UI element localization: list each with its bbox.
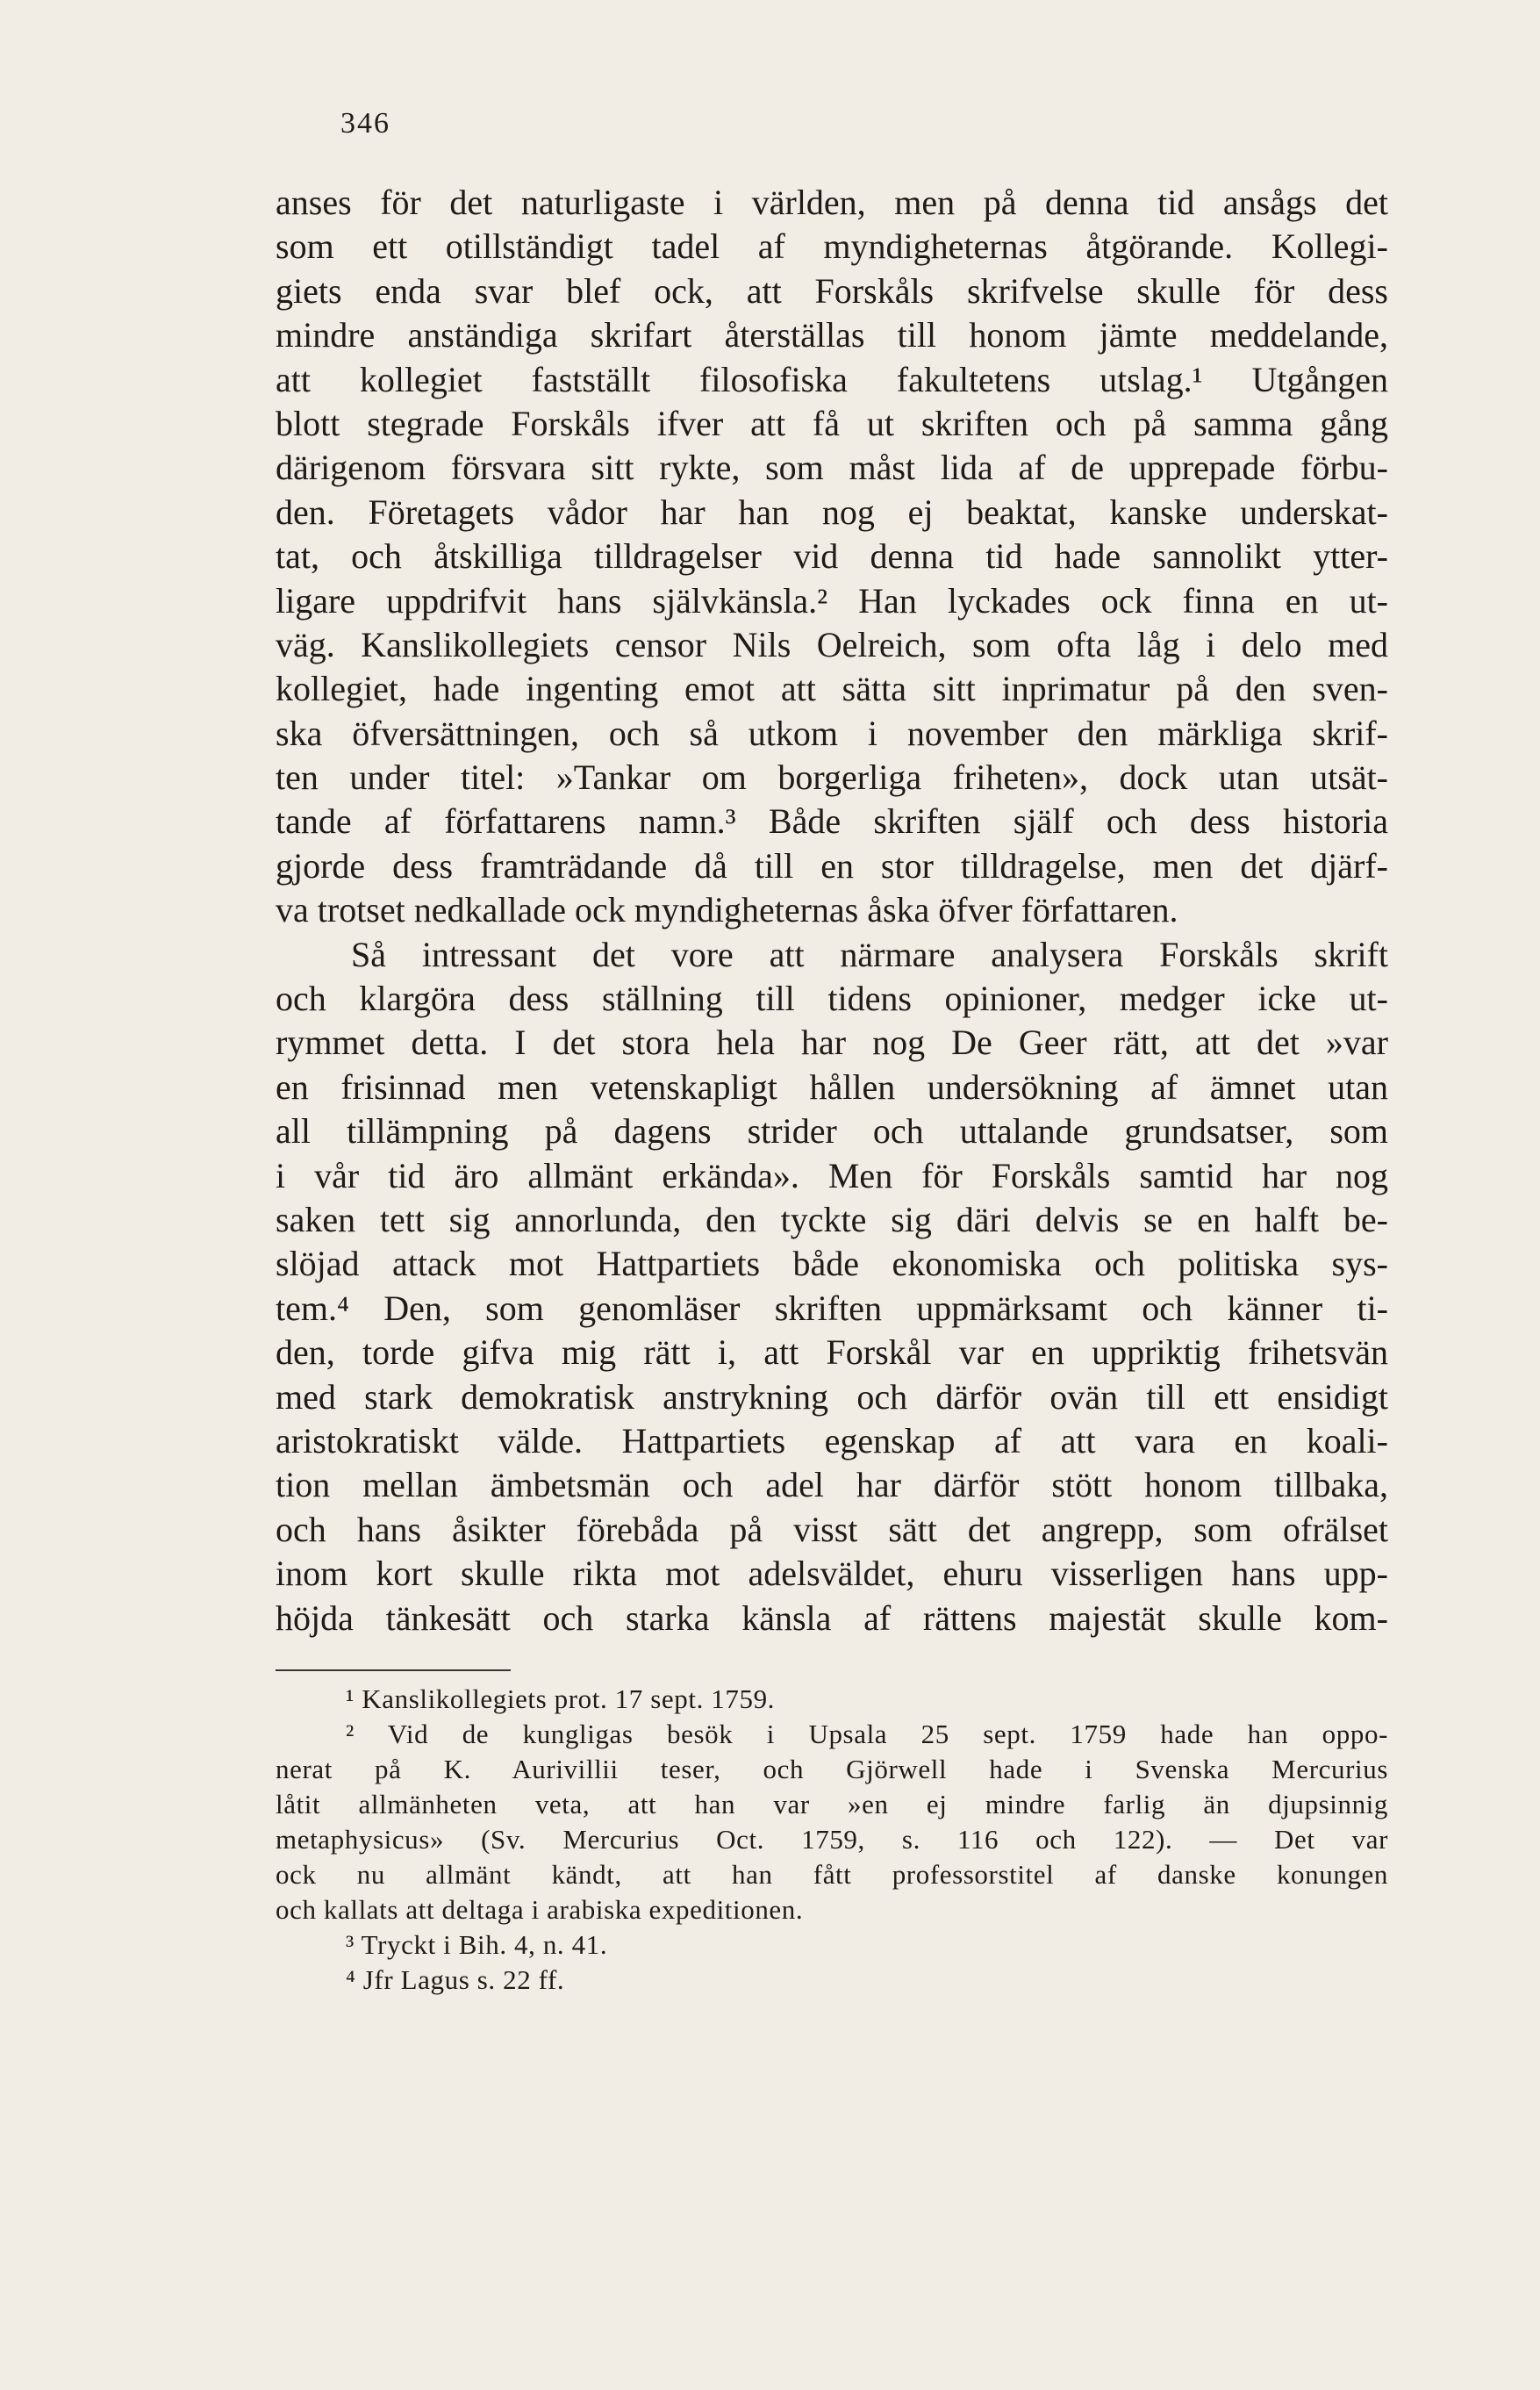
text-line: den. Företagets vådor har han nog ej beaktat, kanske underskat-	[276, 492, 1388, 532]
footnote-line: nerat på K. Aurivillii teser, och Gjörwell hade i Svenska Mercurius	[276, 1754, 1388, 1784]
footnote-line: metaphysicus» (Sv. Mercurius Oct. 1759, s. 116 och 122). — Det var	[276, 1824, 1388, 1855]
text-line: väg. Kanslikollegiets censor Nils Oelreich, som ofta låg i delo med	[276, 624, 1388, 664]
text-line: den, torde gifva mig rätt i, att Forskål var en uppriktig frihetsvän	[276, 1332, 1388, 1373]
text-line: och klargöra dess ställning till tidens opinioner, medger icke ut-	[276, 979, 1388, 1019]
body-text	[276, 181, 1388, 1640]
footnotes	[276, 1682, 1388, 1998]
text-line: blott stegrade Forskåls ifver att få ut skriften och på samma gång	[276, 403, 1388, 443]
footnote-line: ¹ Kanslikollegiets prot. 17 sept. 1759.	[346, 1683, 776, 1714]
text-line: höjda tänkesätt och starka känsla af rättens majestät skulle kom-	[276, 1597, 1388, 1638]
text-line: rymmet detta. I det stora hela har nog De Geer rätt, att det »var	[276, 1023, 1388, 1063]
text-line: i vår tid äro allmänt erkända». Men för Forskåls samtid har nog	[276, 1155, 1388, 1195]
text-line: giets enda svar blef ock, att Forskåls skrifvelse skulle för dess	[276, 270, 1388, 311]
text-line: därigenom försvara sitt rykte, som måst lida af de upprepade förbu-	[276, 448, 1388, 488]
text-line: mindre anständiga skrifart återställas till honom jämte meddelande,	[276, 315, 1388, 355]
footnote-line: ⁴ Jfr Lagus s. 22 ff.	[346, 1964, 565, 1995]
text-line: ska öfversättningen, och så utkom i november den märkliga skrif-	[276, 713, 1388, 753]
text-line: va trotset nedkallade ock myndigheternas åska öfver författaren.	[276, 890, 1178, 930]
text-line: ligare uppdrifvit hans självkänsla.² Han lyckades ock finna en ut-	[276, 580, 1388, 621]
text-line: anses för det naturligaste i världen, men på denna tid ansågs det	[276, 183, 1388, 222]
text-line: Så intressant det vore att närmare analysera Forskåls skrift	[351, 934, 1388, 974]
text-line: kollegiet, hade ingenting emot att sätta sitt inprimatur på den sven-	[276, 669, 1388, 709]
text-line: all tillämpning på dagens strider och uttalande grundsatser, som	[276, 1111, 1388, 1152]
text-line: tion mellan ämbetsmän och adel har därför stött honom tillbaka,	[276, 1465, 1388, 1505]
text-line: som ett otillständigt tadel af myndigheternas åtgörande. Kollegi-	[276, 226, 1388, 267]
footnote-line: ³ Tryckt i Bih. 4, n. 41.	[346, 1929, 608, 1960]
text-line: gjorde dess framträdande då till en stor tilldragelse, men det djärf-	[276, 845, 1388, 886]
footnote-line: ock nu allmänt kändt, att han fått professorstitel af danske konungen	[276, 1859, 1388, 1890]
footnote-line: låtit allmänheten veta, att han var »en ej mindre farlig än djupsinnig	[276, 1789, 1388, 1819]
text-line: aristokratiskt välde. Hattpartiets egenskap af att vara en koali-	[276, 1420, 1388, 1461]
text-line: inom kort skulle rikta mot adelsväldet, ehuru visserligen hans upp-	[276, 1554, 1388, 1594]
text-line: tem.⁴ Den, som genomläser skriften uppmärksamt och känner ti-	[276, 1288, 1388, 1328]
text-line: ten under titel: »Tankar om borgerliga friheten», dock utan utsät-	[276, 757, 1388, 798]
text-line: och hans åsikter förebåda på visst sätt det angrepp, som ofrälset	[276, 1509, 1388, 1549]
text-line: att kollegiet fastställt filosofiska fakultetens utslag.¹ Utgången	[276, 359, 1388, 399]
text-line: tat, och åtskilliga tilldragelser vid denna tid hade sannolikt ytter-	[276, 536, 1388, 577]
footnote-divider	[276, 1669, 511, 1671]
text-line: tande af författarens namn.³ Både skriften själf och dess historia	[276, 801, 1388, 842]
text-line: slöjad attack mot Hattpartiets både ekonomiska och politiska sys-	[276, 1244, 1388, 1284]
footnote-line: och kallats att deltaga i arabiska expeditionen.	[276, 1894, 804, 1925]
text-line: saken tett sig annorlunda, den tyckte sig däri delvis se en halft be-	[276, 1199, 1388, 1239]
footnote-line: ² Vid de kungligas besök i Upsala 25 sept. 1759 hade han oppo-	[346, 1719, 1388, 1749]
text-line: med stark demokratisk anstrykning och därför ovän till ett ensidigt	[276, 1376, 1388, 1417]
page-number: 346	[340, 107, 390, 140]
text-line: en frisinnad men vetenskapligt hållen undersökning af ämnet utan	[276, 1066, 1388, 1107]
